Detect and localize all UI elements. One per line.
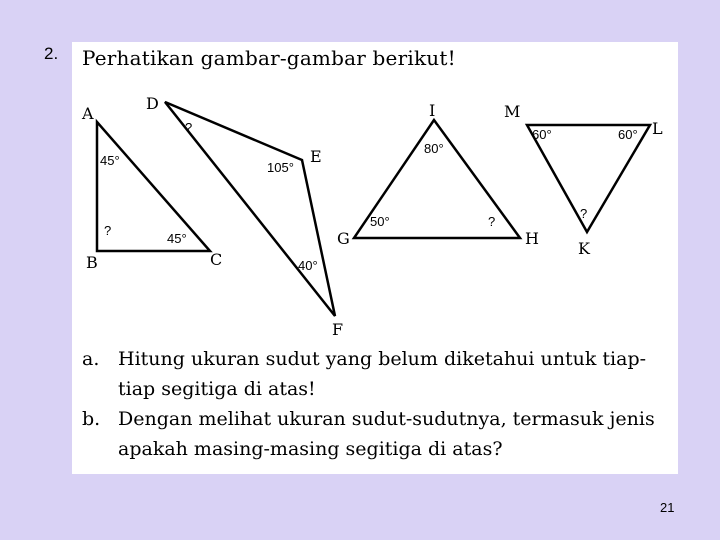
vertex-label-e: E	[310, 147, 322, 166]
angle-label-k: ?	[580, 206, 588, 221]
angle-label-h: ?	[488, 214, 496, 229]
question-a	[82, 344, 678, 404]
triangle-igh	[337, 101, 539, 248]
angle-label-b: ?	[104, 223, 112, 238]
triangle-def	[146, 94, 343, 339]
vertex-label-g: G	[337, 229, 350, 248]
angle-label-c: 45°	[167, 231, 187, 246]
exercise-panel	[72, 42, 678, 474]
question-marker: b.	[82, 408, 101, 430]
angle-label-i: 80°	[424, 141, 444, 156]
vertex-label-a: A	[82, 104, 94, 123]
page-number: 21	[660, 500, 675, 515]
triangle-abc-shape	[97, 122, 210, 251]
question-text: Hitung ukuran sudut yang belum diketahui untuk tiap-tiap segitiga di atas!	[118, 348, 647, 400]
vertex-label-f: F	[332, 320, 344, 339]
exercise-title: Perhatikan gambar-gambar berikut!	[82, 46, 456, 70]
vertex-label-i: I	[429, 101, 436, 120]
vertex-label-b: B	[86, 253, 98, 272]
slide-number-label: 2.	[44, 44, 59, 63]
angle-label-g: 50°	[370, 214, 390, 229]
angle-label-f: 40°	[298, 258, 318, 273]
angle-label-m: 60°	[532, 127, 552, 142]
angle-label-e: 105°	[267, 160, 294, 175]
vertex-label-d: D	[146, 94, 159, 113]
question-text: Dengan melihat ukuran sudut-sudutnya, termasuk jenis apakah masing-masing segitiga di atas?	[118, 408, 655, 460]
vertex-label-m: M	[504, 102, 521, 121]
angle-label-a: 45°	[100, 153, 120, 168]
vertex-label-k: K	[578, 239, 590, 258]
vertex-label-h: H	[525, 229, 539, 248]
triangle-abc	[81, 104, 222, 272]
angle-label-d: ?	[185, 120, 193, 135]
angle-label-l: 60°	[618, 127, 638, 142]
question-marker: a.	[82, 348, 100, 370]
question-b	[82, 404, 678, 464]
questions-list	[82, 344, 678, 464]
vertex-label-l: L	[652, 119, 663, 138]
vertex-label-c: C	[210, 250, 223, 269]
